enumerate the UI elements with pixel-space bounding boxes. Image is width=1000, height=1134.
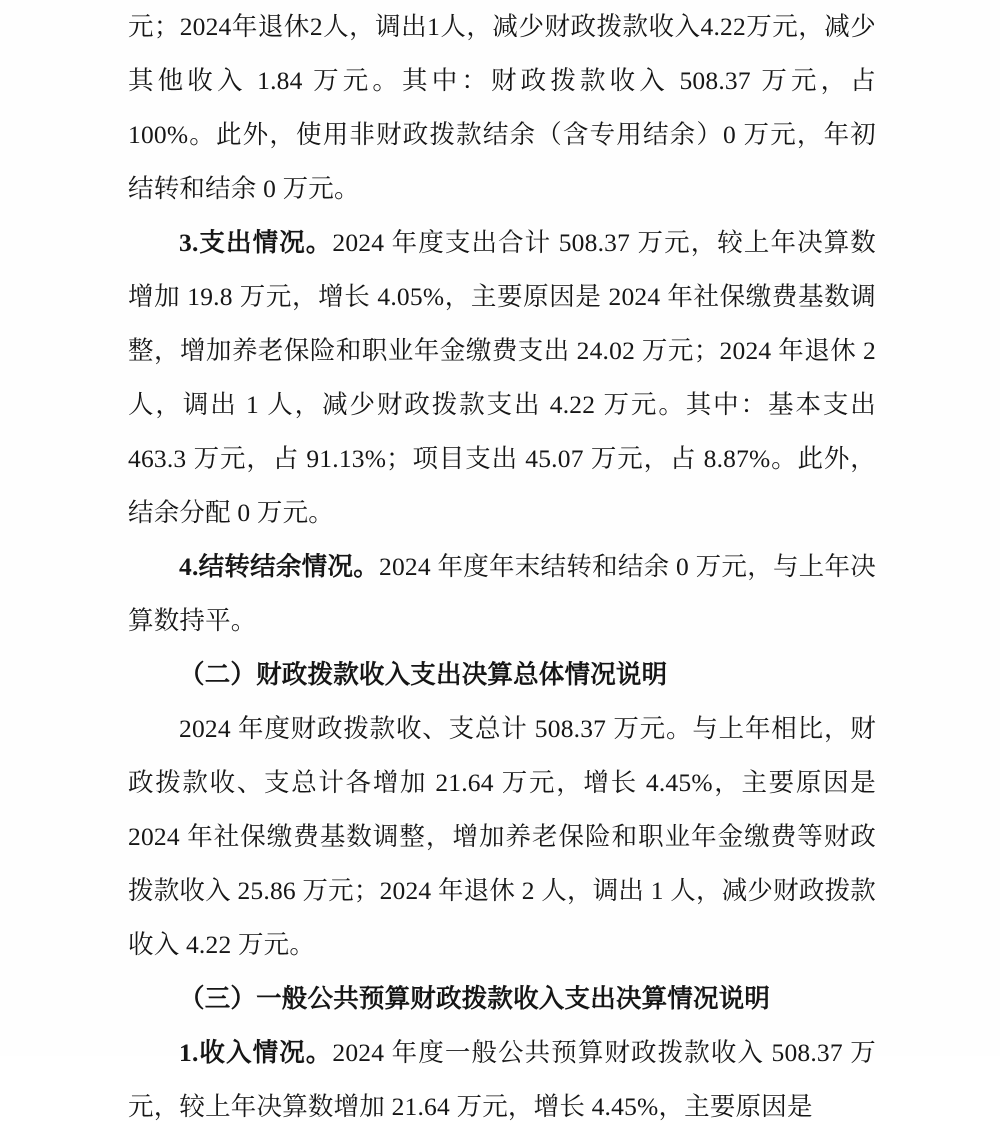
heading-section-two — [128, 648, 876, 702]
paragraph-lead-label: 3.支出情况。 — [179, 228, 333, 257]
heading-text: （二）财政拨款收入支出决算总体情况说明 — [179, 660, 668, 689]
paragraph-text: 2024 年度一般公共预算财政拨款收入 508.37 万元，较上年决算数增加 21.64 万元，增长 4.45%，主要原因是 — [128, 1038, 876, 1121]
paragraph-continued-income — [128, 0, 876, 216]
heading-text: （三）一般公共预算财政拨款收入支出决算情况说明 — [179, 984, 771, 1013]
paragraph-text: 元；2024年退休2人，调出1人，减少财政拨款收入4.22万元，减少其他收入 1.84 万元。其中：财政拨款收入 508.37 万元，占 100%。此外，使用非财政拨款结余（含专用结余）0 万元，年初结转和结余 0 万元。 — [128, 12, 876, 203]
paragraph-lead-label: 1.收入情况。 — [179, 1038, 333, 1067]
paragraph-section-two-body — [128, 702, 876, 972]
paragraph-expenditure — [128, 216, 876, 540]
paragraph-text: 2024 年度财政拨款收、支总计 508.37 万元。与上年相比，财政拨款收、支总计各增加 21.64 万元，增长 4.45%，主要原因是 2024 年社保缴费基数调整，增加养老保险和职业年金缴费等财政拨款收入 25.86 万元；2024 年退休 2 人，调出 1 人，减少财政拨款收入 4.22 万元。 — [128, 714, 876, 959]
paragraph-lead-label: 4.结转结余情况。 — [179, 552, 380, 581]
heading-section-three — [128, 972, 876, 1026]
paragraph-section-three-income — [128, 1026, 876, 1134]
paragraph-text: 2024 年度年末结转和结余 0 万元，与上年决算数持平。 — [128, 552, 876, 635]
paragraph-text: 2024 年度支出合计 508.37 万元，较上年决算数增加 19.8 万元，增长 4.05%，主要原因是 2024 年社保缴费基数调整，增加养老保险和职业年金缴费支出 24.02 万元；2024 年退休 2 人，调出 1 人，减少财政拨款支出 4.22 万元。其中：基本支出 463.3 万元，占 91.13%；项目支出 45.07 万元，占 8.87%。此外，结余分配 0 万元。 — [128, 228, 876, 527]
paragraph-carryover — [128, 540, 876, 648]
document-body — [128, 0, 876, 1134]
